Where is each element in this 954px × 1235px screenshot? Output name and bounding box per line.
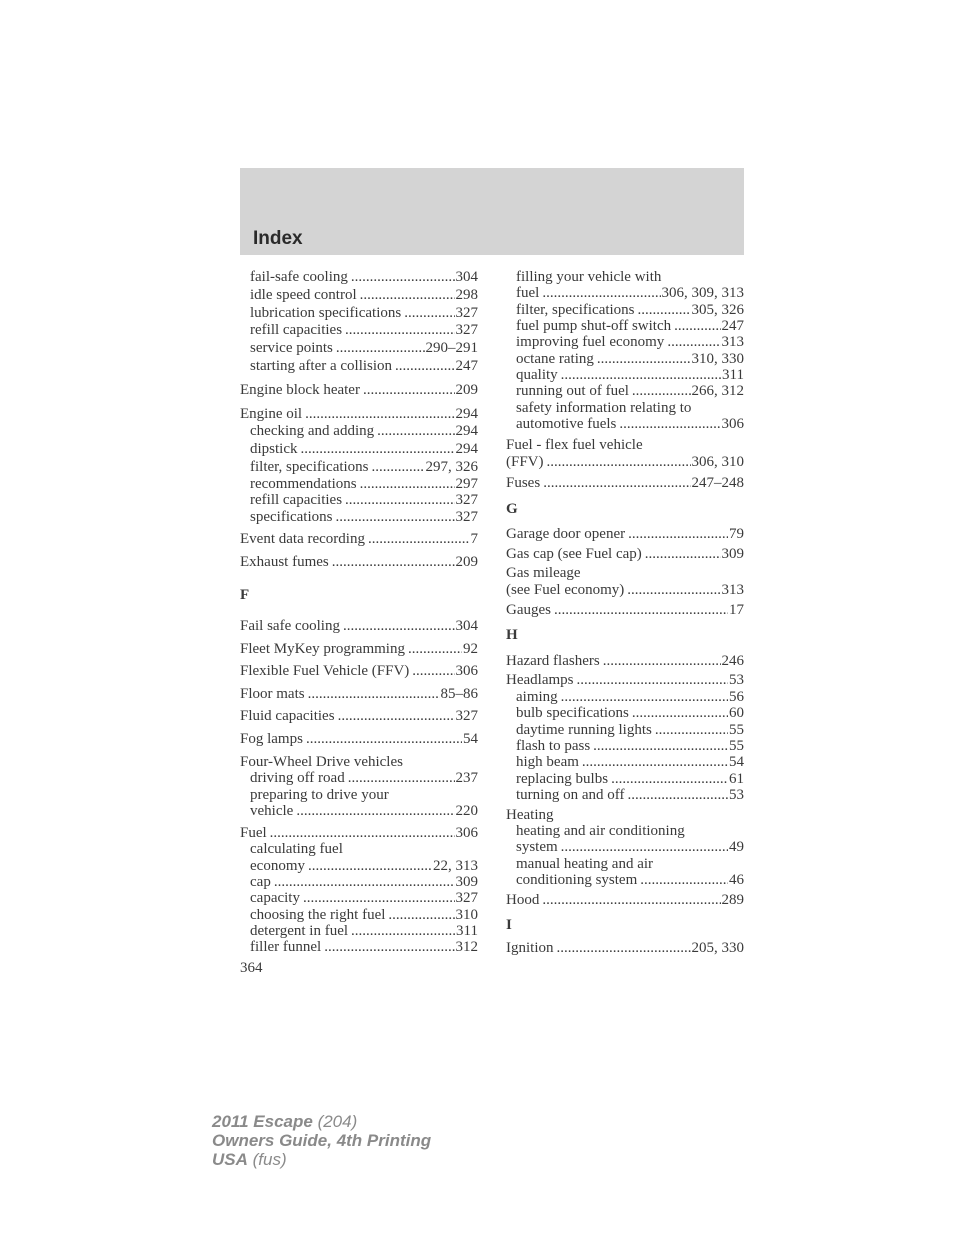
dot-leader [619,415,720,433]
index-entry-term: refill capacities [250,322,343,338]
dot-leader [303,889,455,907]
index-entry-capacity [250,889,478,907]
index-entry-lubrication-specifications [250,304,478,322]
dot-leader [377,422,454,440]
index-entry-page: 310 [455,907,478,923]
index-entry-term: (see Fuel economy) [506,582,625,598]
index-entry-term: replacing bulbs [516,771,609,787]
index-entry-improving-fuel-economy [516,333,744,351]
index-entry-page: 327 [455,509,478,525]
index-entry-page: 304 [455,618,478,634]
index-entry-term: Fluid capacities [240,708,335,724]
index-entry-ignition [506,939,744,957]
index-entry-gas-mileage [506,564,744,582]
dot-leader [345,321,454,339]
index-entry-checking-and-adding [250,422,478,440]
index-entry-term: Four-Wheel Drive vehicles [240,754,403,770]
index-entry-fog-lamps [240,730,478,748]
index-entry-page: 313 [721,334,744,350]
index-entry-page: 306 [455,825,478,841]
footer-edition: Owners Guide, 4th Printing [212,1131,432,1150]
index-entry-term: safety information relating to [516,400,692,416]
page-number: 364 [240,960,263,976]
dot-leader [627,786,728,804]
index-entry-term: octane rating [516,351,594,367]
index-entry-term: filler funnel [250,939,322,955]
footer-line-2 [212,1131,431,1150]
dot-leader [345,491,454,509]
dot-leader [338,707,455,725]
index-entry-page: 60 [729,705,744,721]
index-entry-term: running out of fuel [516,383,629,399]
index-entry-ffv [506,453,744,471]
index-entry-page: 247 [721,318,744,334]
index-entry-bulb-specifications [516,704,744,722]
index-entry-term: Fleet MyKey programming [240,641,405,657]
index-entry-term: detergent in fuel [250,923,349,939]
footer [212,1112,431,1169]
dot-leader [543,474,690,492]
index-entry-page: 56 [729,689,744,705]
index-entry-page: 46 [729,872,744,888]
index-entry-term: daytime running lights [516,722,652,738]
index-entry-term: driving off road [250,770,345,786]
index-entry-service-points [250,339,478,357]
index-entry-driving-off-road [250,769,478,787]
index-entry-page: 305, 326 [691,302,744,318]
index-entry-term: starting after a collision [250,358,393,374]
index-entry-term: service points [250,340,333,356]
index-entry-automotive-fuels [516,415,744,433]
index-entry-term: heating and air conditioning [516,823,685,839]
index-entry-idle-speed-control [250,286,478,304]
section-letter-g: G [506,501,518,517]
index-entry-page: 54 [729,754,744,770]
index-entry-term: system [516,839,558,855]
dot-leader [404,304,454,322]
index-entry-term: dipstick [250,441,298,457]
footer-market-code: (fus) [252,1150,287,1169]
index-entry-term: Engine block heater [240,382,360,398]
index-entry-gauges [506,601,744,619]
index-entry-page: 306 [455,663,478,679]
index-entry-system [516,838,744,856]
dot-leader [667,333,720,351]
index-entry-page: 294 [455,406,478,422]
dot-leader [301,440,455,458]
index-entry-high-beam [516,753,744,771]
index-entry-term: fuel pump shut-off switch [516,318,672,334]
dot-leader [640,871,728,889]
index-entry-turning-on-and-off [516,786,744,804]
index-entry-term: Fuses [506,475,541,491]
index-entry-fuel-flex-fuel-vehicle [506,436,744,454]
index-entry-page: 209 [455,554,478,570]
dot-leader [542,284,660,302]
index-entry-term: Engine oil [240,406,303,422]
page-title: Index [253,228,303,249]
index-entry-flexible-fuel-vehicle-ffv [240,662,478,680]
index-entry-starting-after-a-collision [250,357,478,375]
dot-leader [335,508,454,526]
index-entry-term: Headlamps [506,672,574,688]
index-entry-term: (FFV) [506,454,544,470]
index-entry-engine-block-heater [240,381,478,399]
dot-leader [308,685,440,703]
index-entry-garage-door-opener [506,525,744,543]
index-entry-term: calculating fuel [250,841,343,857]
index-entry-term: economy [250,858,305,874]
index-entry-term: Fog lamps [240,731,303,747]
index-entry-page: 246 [721,653,744,669]
index-entry-term: choosing the right fuel [250,907,386,923]
dot-leader [408,640,462,658]
index-entry-page: 297 [455,476,478,492]
index-entry-term: Garage door opener [506,526,626,542]
dot-leader [368,530,470,548]
index-entry-term: checking and adding [250,423,375,439]
index-entry-term: filter, specifications [516,302,635,318]
index-entry-term: specifications [250,509,333,525]
index-entry-term: aiming [516,689,558,705]
index-entry-term: preparing to drive your [250,787,389,803]
index-entry-page: 306, 309, 313 [661,285,744,301]
index-entry-term: Fuel - flex fuel vehicle [506,437,643,453]
index-entry-page: 7 [470,531,478,547]
dot-leader [576,671,728,689]
index-entry-page: 311 [456,923,478,939]
index-entry-engine-oil [240,405,478,423]
index-entry-page: 310, 330 [691,351,744,367]
index-entry-term: lubrication specifications [250,305,402,321]
index-entry-term: filling your vehicle with [516,269,662,285]
index-entry-see-fuel-economy [506,581,744,599]
index-entry-gas-cap-see-fuel-cap [506,545,744,563]
index-entry-term: bulb specifications [516,705,629,721]
index-entry-term: flash to pass [516,738,591,754]
index-entry-term: Gas mileage [506,565,581,581]
index-entry-page: 79 [729,526,744,542]
index-entry-page: 220 [455,803,478,819]
index-entry-page: 294 [455,441,478,457]
index-entry-page: 309 [455,874,478,890]
dot-leader [296,802,454,820]
index-entry-page: 55 [729,738,744,754]
index-header-band [240,168,744,255]
index-entry-term: filter, specifications [250,459,369,475]
dot-leader [332,553,455,571]
footer-model-code: (204) [317,1112,358,1131]
index-entry-term: fail-safe cooling [250,269,348,285]
index-entry-page: 22, 313 [433,858,478,874]
dot-leader [372,458,425,476]
index-entry-term: Hood [506,892,540,908]
index-entry-page: 17 [729,602,744,618]
dot-leader [561,838,728,856]
index-entry-page: 247 [455,358,478,374]
index-entry-page: 304 [455,269,478,285]
index-entry-page: 297, 326 [425,459,478,475]
index-entry-page: 290–291 [425,340,478,356]
dot-leader [324,938,454,956]
index-entry-term: refill capacities [250,492,343,508]
index-entry-page: 311 [722,367,744,383]
dot-leader [632,704,728,722]
dot-leader [547,453,691,471]
index-entry-page: 327 [455,492,478,508]
dot-leader [395,357,454,375]
index-entry-term: automotive fuels [516,416,617,432]
dot-leader [645,545,721,563]
footer-market: USA [212,1150,248,1169]
index-entry-fuel [516,284,744,302]
section-letter-f: F [240,587,250,603]
index-entry-fuses [506,474,744,492]
index-entry-fail-safe-cooling [250,268,478,286]
footer-model: 2011 Escape [212,1112,313,1131]
dot-leader [554,601,728,619]
index-entry-term: Floor mats [240,686,305,702]
index-entry-page: 209 [455,382,478,398]
index-entry-term: manual heating and air [516,856,654,872]
dot-leader [603,652,721,670]
index-entry-term: fuel [516,285,540,301]
index-entry-page: 53 [729,672,744,688]
footer-line-3 [212,1150,431,1169]
index-entry-term: capacity [250,890,300,906]
index-entry-term: Fail safe cooling [240,618,340,634]
index-entry-term: improving fuel economy [516,334,665,350]
index-entry-hood [506,891,744,909]
dot-leader [542,891,720,909]
dot-leader [336,339,425,357]
dot-leader [582,753,728,771]
index-entry-page: 49 [729,839,744,855]
index-entry-page: 294 [455,423,478,439]
index-entry-term: idle speed control [250,287,357,303]
index-entry-page: 306 [721,416,744,432]
index-entry-headlamps [506,671,744,689]
dot-leader [363,381,455,399]
index-entry-refill-capacities [250,491,478,509]
footer-line-1 [212,1112,431,1131]
dot-leader [305,405,454,423]
dot-leader [632,382,691,400]
index-entry-page: 309 [721,546,744,562]
index-entry-fluid-capacities [240,707,478,725]
index-entry-floor-mats [240,685,478,703]
index-entry-term: turning on and off [516,787,625,803]
dot-leader [348,769,455,787]
index-entry-term: Hazard flashers [506,653,600,669]
index-entry-page: 61 [729,771,744,787]
index-entry-term: high beam [516,754,579,770]
index-entry-page: 327 [455,305,478,321]
index-entry-term: Ignition [506,940,554,956]
index-entry-calculating-fuel [250,840,478,858]
index-entry-term: cap [250,874,271,890]
index-entry-page: 327 [455,708,478,724]
dot-leader [351,268,455,286]
index-entry-page: 55 [729,722,744,738]
index-entry-page: 266, 312 [691,383,744,399]
index-entry-term: Gas cap (see Fuel cap) [506,546,642,562]
index-entry-page: 85–86 [440,686,478,702]
index-entry-term: recommendations [250,476,357,492]
index-entry-term: Exhaust fumes [240,554,329,570]
index-entry-term: Heating [506,807,554,823]
index-entry-refill-capacities [250,321,478,339]
dot-leader [628,525,728,543]
dot-leader [412,662,454,680]
index-entry-term: Flexible Fuel Vehicle (FFV) [240,663,410,679]
index-entry-exhaust-fumes [240,553,478,571]
index-entry-term: Gauges [506,602,551,618]
index-entry-running-out-of-fuel [516,382,744,400]
index-entry-specifications [250,508,478,526]
dot-leader [627,581,720,599]
index-entry-page: 306, 310 [691,454,744,470]
index-entry-term: conditioning system [516,872,638,888]
index-entry-page: 247–248 [691,475,744,491]
index-entry-fleet-mykey-programming [240,640,478,658]
dot-leader [557,939,691,957]
dot-leader [360,286,455,304]
index-entry-term: vehicle [250,803,294,819]
index-entry-page: 237 [455,770,478,786]
section-letter-h: H [506,627,518,643]
index-entry-page: 313 [721,582,744,598]
dot-leader [343,617,455,635]
section-letter-i: I [506,917,512,933]
index-entry-dipstick [250,440,478,458]
index-entry-page: 54 [463,731,478,747]
index-entry-filler-funnel [250,938,478,956]
index-entry-page: 92 [463,641,478,657]
index-entry-term: Fuel [240,825,267,841]
index-entry-hazard-flashers [506,652,744,670]
dot-leader [306,730,462,748]
index-entry-page: 53 [729,787,744,803]
index-entry-page: 312 [455,939,478,955]
index-entry-fail-safe-cooling [240,617,478,635]
index-entry-page: 327 [455,890,478,906]
index-entry-filter-specifications [250,458,478,476]
index-entry-term: Event data recording [240,531,365,547]
index-entry-page: 289 [721,892,744,908]
index-entry-term: quality [516,367,558,383]
index-entry-page: 205, 330 [691,940,744,956]
index-entry-conditioning-system [516,871,744,889]
index-entry-event-data-recording [240,530,478,548]
index-entry-page: 298 [455,287,478,303]
index-entry-page: 327 [455,322,478,338]
index-entry-vehicle [250,802,478,820]
